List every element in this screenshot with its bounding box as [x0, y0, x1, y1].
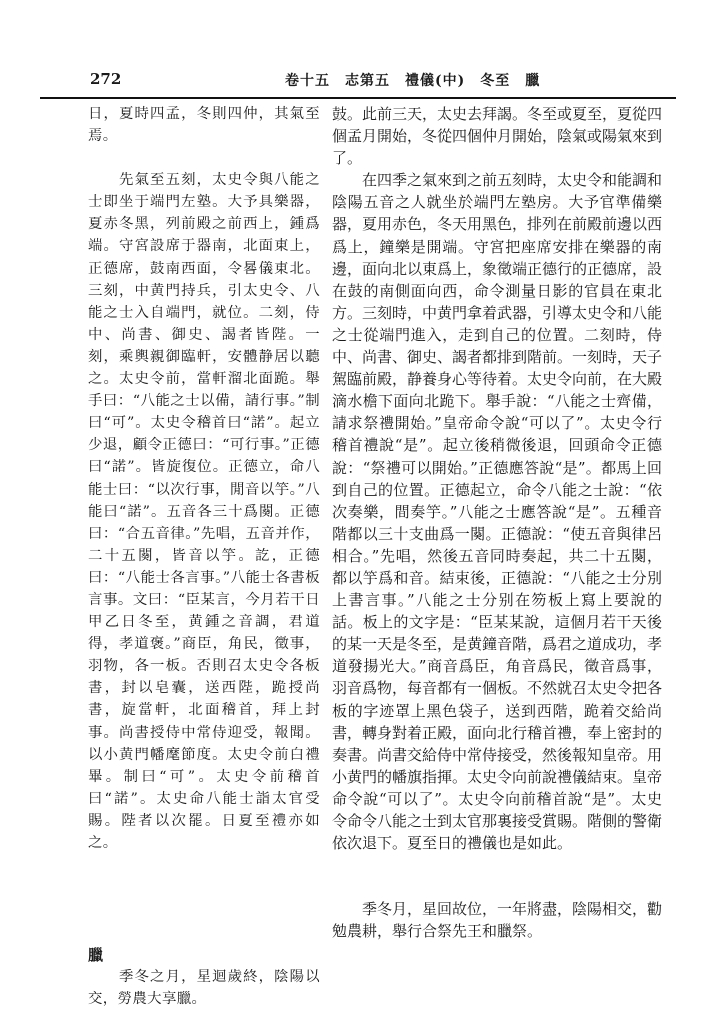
section-heading-la: 臘 [88, 946, 104, 965]
page-header [40, 70, 676, 94]
left-paragraph-3: 季冬之月，星迴歲終，陰陽以交，勞農大享臘。 [88, 969, 320, 1008]
running-title: 卷十五 志第五 禮儀(中) 冬至 臘 [285, 73, 541, 89]
left-column [88, 103, 320, 1010]
header-rule [40, 97, 676, 99]
left-paragraph-2: 先氣至五刻，太史令與八能之士即坐于端門左塾。大予具樂器，夏赤冬黑，列前殿之前西上，鍾爲端。守宮設席于器南，北面東上，正德席，鼓南西面，令晷儀東北。三刻，中黄門持兵，引太史令、八能之士入自端門，就位。二刻，侍中、尚書、御史、謁者皆陛。一刻，乘輿親御臨軒，安體静居以聽之。太史令前，當軒溜北面跪。舉手曰：“八能之士以備，請行事。”制曰“可”。太史令稽首曰“諾”。起立少退，顧令正德曰：“可行事。”正德曰“諾”。皆旋復位。正德立，命八能士曰：“以次行事，閒音以竽。”八能曰“諾”。五音各三十爲闋。正德曰：“合五音律。”先唱，五音并作，二十五闋，皆音以竽。訖，正德曰：“八能士各言事。”八能士各書板言事。文曰：“臣某言，今月若干日甲乙日冬至，黄鍾之音調，君道得，孝道褒。”商臣，角民，徵事，羽物，各一板。否則召太史令各板書，封以皂囊，送西陛，跪授尚書，旋當軒，北面稽首，拜上封事。尚書授侍中常侍迎受，報聞。以小黄門幡麾節度。太史令前白禮畢。制曰“可”。太史令前稽首曰“諾”。太史命八能士詣太官受賜。陛者以次罷。日夏至禮亦如之。 [88, 172, 320, 851]
right-paragraph-1: 鼓。此前三天，太史去拜謁。冬至或夏至，夏從四個孟月開始，冬從四個仲月開始，陰氣或陽氣來到了。 [332, 105, 663, 168]
right-paragraph-2: 在四季之氣來到之前五刻時，太史令和能調和陰陽五音之人就坐於端門左塾房。大予官準備樂器，夏用赤色，冬天用黑色，排列在前殿前邊以西爲上，鐘樂是開端。守宮把座席安排在樂器的南邊，面向北以東爲上，象徵端正德行的正德席，設在鼓的南側面向西，命令測量日影的官員在東北方。三刻時，中黄門拿着武器，引導太史令和八能之士從端門進入，走到自己的位置。二刻時，侍中、尚書、御史、謁者都排到階前。一刻時，天子駕臨前殿，静養身心等待着。太史令向前，在大殿滴水檐下面向北跪下。舉手說：“八能之士齊備，請求祭禮開始。”皇帝命令說“可以了”。太史令行稽首禮說“是”。起立後稍微後退，回頭命令正德說：“祭禮可以開始。”正德應答說“是”。都馬上回到自己的位置。正德起立，命令八能之士說：“依次奏樂，間奏竽。”八能之士應答說“是”。五種音階都以三十支曲爲一闋。正德說：“使五音與律呂相合。”先唱，然後五音同時奏起，共二十五闋，都以竽爲和音。結束後，正德說：“八能之士分別上書言事。”八能之士分别在笏板上寫上要說的話。板上的文字是：“臣某某說，這個月若干天後的某一天是冬至，是黄鐘音階，爲君之道成功，孝道發揚光大。”商音爲臣，角音爲民，徵音爲事，羽音爲物，每音都有一個板。不然就召太史令把各板的字迹罩上黑色袋子，送到西階，跪着交給尚書，轉身對着正殿，面向北行稽首禮，奉上密封的奏書。尚書交給侍中常侍接受，然後報知皇帝。用小黄門的幡旗指揮。太史令向前說禮儀結束。皇帝命令說“可以了”。太史令向前稽首說“是”。太史令命令八能之士到太官那裏接受賞賜。階側的警衛依次退下。夏至日的禮儀也是如此。 [332, 171, 663, 853]
left-paragraph-1: 日，夏時四孟，冬則四仲，其氣至焉。 [88, 106, 320, 145]
right-column [332, 103, 662, 942]
page-number: 272 [90, 70, 122, 88]
right-paragraph-3: 季冬月，星回故位，一年將盡，陰陽相交，勸勉農耕，舉行合祭先王和臘祭。 [332, 900, 663, 941]
